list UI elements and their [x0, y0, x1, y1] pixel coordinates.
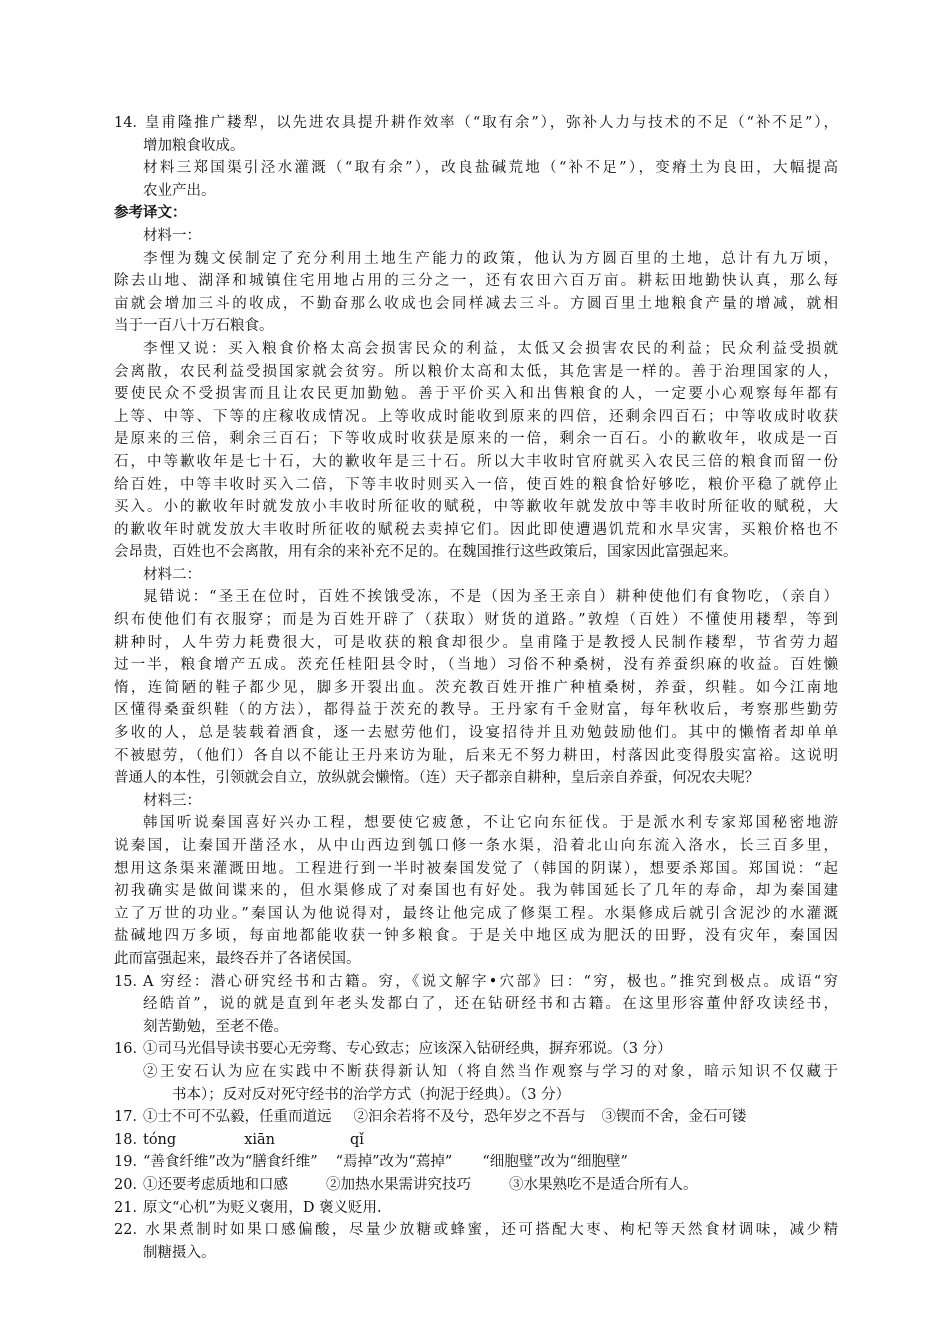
q14-line-2: 增加粮食收成。 [143, 137, 245, 154]
q14-line-1 [114, 112, 838, 135]
q18-answer-c: qǐ [350, 1131, 364, 1148]
q15-line-2: 经皓首”，说的就是直到年老头发都白了，还在钻研经书和古籍。在这里形容董仲舒攻读经书， [143, 996, 838, 1013]
q16-number: 16． [114, 1041, 147, 1058]
q22-line-1 [114, 1219, 838, 1242]
material-1-title: 材料一： [143, 227, 201, 244]
q16-line-2: ②王安石认为应在实践中不断获得新认知（将自然当作观察与学习的对象，暗示知识不仅藏于 [143, 1063, 838, 1080]
paragraph-line: 会离散，农民利益受损国家就会贫穷。所以粮价太高和太低，其危害是一样的。善于治理国家的人， [114, 363, 838, 380]
q22-text: 水果煮制时如果口感偏酸，尽量少放糖或蜂蜜，还可搭配大枣、枸杞等天然食材调味，减少精 [143, 1222, 838, 1239]
q16-text: ①司马光倡导读书要心无旁骛、专心致志；应该深入钻研经典，摒弃邪说。（3 分） [143, 1041, 672, 1058]
paragraph-line: 立了万世的功业。”秦国认为他说得对，最终让他完成了修渠工程。水渠修成后就引含泥沙的水灌溉 [114, 905, 838, 922]
q16-line-1 [114, 1038, 838, 1061]
paragraph-line: 的歉收年时就发放大丰收时所征收的赋税去卖掉它们。因此即使遭遇饥荒和水旱灾害，买粮价格也不 [114, 521, 838, 538]
paragraph-line: 说秦国，让秦国开凿泾水，从中山西边到瓠口修一条水渠，沿着北山向东流入洛水，长三百多里， [114, 838, 838, 854]
paragraph-line: 亩就会增加三斗的收成，不勤奋那么收成也会同样减去三斗。方圆百里土地粮食产量的增减，就相 [114, 295, 838, 312]
q18-line [114, 1129, 838, 1152]
q21-number: 21． [114, 1199, 147, 1216]
material-2-title: 材料二： [143, 566, 201, 583]
q19-answer-b: “焉掉”改为“蔫掉” [335, 1154, 453, 1171]
paragraph-line: 此而富强起来，最终吞并了各诸侯国。 [114, 950, 361, 967]
q20-line [114, 1174, 838, 1197]
paragraph-line: 区懂得桑蚕织鞋（的方法），都得益于茨充的教导。王丹家有千金财富，每年秋收后，考察那些勤劳 [114, 702, 838, 719]
q18-answer-b: xiān [244, 1131, 275, 1148]
q14-text: 皇甫隆推广耧犁，以先进农具提升耕作效率（“取有余”），弥补人力与技术的不足（“补不足”）， [143, 115, 838, 131]
paragraph-line: 除去山地、湖泽和城镇住宅用地占用的三分之一，还有农田六百万亩。耕耘田地勤快认真，那么每 [114, 273, 838, 290]
q15-line-3: 刻苦勤勉，至老不倦。 [143, 1018, 288, 1035]
material-2-paragraph [114, 586, 838, 789]
paragraph-line: 不被慰劳，（他们）各自以不能让王丹来访为耻，后来无不努力耕田，村落因此变得殷实富裕。这说明 [114, 747, 838, 764]
q15-text: A 穷经：潜心研究经书和古籍。穷，《说文解字•穴部》曰：“穷，极也。”推究到极点。成语“穷 [143, 973, 838, 990]
q20-answer-b: ②加热水果需讲究技巧 [326, 1176, 471, 1193]
material-3-paragraph [114, 812, 838, 970]
q17-answer-a: ①士不可不弘毅，任重而道远 [143, 1109, 332, 1126]
q22-number: 22． [114, 1222, 147, 1239]
paragraph-line: 韩国听说秦国喜好兴办工程，想要使它疲惫，不让它向东征伐。于是派水利专家郑国秘密地游 [143, 815, 838, 832]
q17-answer-c: ③锲而不舍，金石可镂 [601, 1109, 747, 1126]
paragraph-line: 当于一百八十万石粮食。 [114, 318, 274, 335]
q18-number: 18． [114, 1131, 147, 1148]
q17-answer-b: ②汩余若将不及兮，恐年岁之不吾与 [353, 1109, 586, 1126]
material-1-paragraph-1 [114, 248, 838, 338]
q16-line-3: 书本）；反对反对死守经书的治学方式（拘泥于经典）。（3 分） [172, 1086, 571, 1103]
q17-number: 17． [114, 1109, 147, 1126]
q18-answer-a: tóng [143, 1131, 177, 1148]
q14-number: 14． [114, 115, 147, 131]
q20-answer-a: ①还要考虑质地和口感 [143, 1176, 288, 1193]
q17-line [114, 1106, 838, 1129]
answer-page [114, 112, 838, 1264]
q19-answer-a: “善食纤维”改为“膳食纤维” [143, 1154, 318, 1171]
paragraph-line: 织布使他们有衣服穿；而是为百姓开辟了（获取）财货的道路。”敦煌（百姓）不懂使用耧犁，等到 [114, 612, 838, 629]
q21-text: 原文“心机”为贬义褒用，D 褒义贬用. [143, 1199, 382, 1216]
material-1-paragraph-2 [114, 338, 838, 564]
paragraph-line: 盐碱地四万多顷，每亩地都能收获一钟多粮食。于是关中地区成为肥沃的田野，没有灾年，秦国因 [114, 928, 838, 945]
paragraph-line: 上等、中等、下等的庄稼收成情况。上等收成时能收到原来的四倍，还剩余四百石；中等收成时收获 [114, 408, 838, 425]
paragraph-line: 李悝又说：买入粮食价格太高会损害民众的利益，太低又会损害农民的利益；民众利益受损就 [143, 340, 838, 357]
q19-number: 19． [114, 1154, 147, 1171]
q19-line [114, 1151, 838, 1174]
paragraph-line: 要使民众不受损害而且让农民更加勤勉。善于平价买入和出售粮食的人，一定要小心观察每年都有 [114, 386, 838, 403]
reference-translation-heading: 参考译文： [114, 204, 187, 222]
paragraph-line: 普通人的本性，引领就会自立，放纵就会懒惰。（连）天子都亲自耕种，皇后亲自养蚕，何况农夫呢？ [114, 770, 760, 787]
paragraph-line: 李悝为魏文侯制定了充分利用土地生产能力的政策，他认为方圆百里的土地，总计有九万顷， [143, 250, 838, 267]
q15-number: 15． [114, 973, 147, 990]
q19-answer-c: “细胞璧”改为“细胞壁” [482, 1154, 628, 1171]
q15-line-1 [114, 971, 838, 994]
paragraph-line: 初我确实是做间谍来的，但水渠修成了对秦国也有好处。我为韩国延长了几年的寿命，却为秦国建 [114, 883, 838, 900]
paragraph-line: 给百姓，中等丰收时买入二倍，下等丰收时则买入一倍，使百姓的粮食恰好够吃，粮价平稳了就停止 [114, 476, 838, 493]
paragraph-line: 买入。小的歉收年时就发放小丰收时所征收的赋税，中等歉收年就发放中等丰收时所征收的赋税，大 [114, 499, 838, 516]
q20-answer-c: ③水果熟吃不是适合所有人。 [509, 1176, 698, 1193]
q20-number: 20． [114, 1176, 147, 1193]
paragraph-line: 多收的人，总是装载着酒食，逐一去慰劳他们，设宴招待并且劝勉鼓励他们。其中的懒惰者却单单 [114, 725, 838, 742]
paragraph-line: 石，中等歉收年是七十石，大的歉收年是三十石。所以大丰收时官府就买入农民三倍的粮食而留一份 [114, 453, 838, 470]
paragraph-line: 是原来的三倍，剩余三百石；下等收成时收获是原来的一倍，剩余一百石。小的歉收年，收成是一百 [114, 431, 838, 448]
q14-line-3: 材料三郑国渠引泾水灌溉（“取有余”），改良盐碱荒地（“补不足”），变瘠土为良田，大幅提高 [143, 160, 838, 177]
q22-line-2: 制糖摄入。 [143, 1244, 216, 1261]
paragraph-line: 过一半，粮食增产五成。茨充任桂阳县令时，（当地）习俗不种桑树，没有养蚕织麻的收益。百姓懒 [114, 657, 838, 674]
q14-line-4: 农业产出。 [143, 182, 216, 199]
paragraph-line: 耕种时，人牛劳力耗费很大，可是收获的粮食却很少。皇甫隆于是教授人民制作耧犁，节省劳力超 [114, 634, 838, 651]
material-3-title: 材料三： [143, 792, 201, 809]
q21-line [114, 1197, 838, 1220]
paragraph-line: 会昂贵，百姓也不会离散，用有余的来补充不足的。在魏国推行这些政策后，国家因此富强起来。 [114, 544, 738, 561]
paragraph-line: 想用这条渠来灌溉田地。工程进行到一半时被秦国发觉了（韩国的阴谋），想要杀郑国。郑国说：“起 [114, 860, 838, 877]
paragraph-line: 惰，连简陋的鞋子都少见，脚多开裂出血。茨充教百姓开推广种植桑树，养蚕，织鞋。如今江南地 [114, 679, 838, 696]
paragraph-line: 晁错说：“圣王在位时，百姓不挨饿受冻，不是（因为圣王亲自）耕种使他们有食物吃，（亲自） [143, 589, 838, 606]
